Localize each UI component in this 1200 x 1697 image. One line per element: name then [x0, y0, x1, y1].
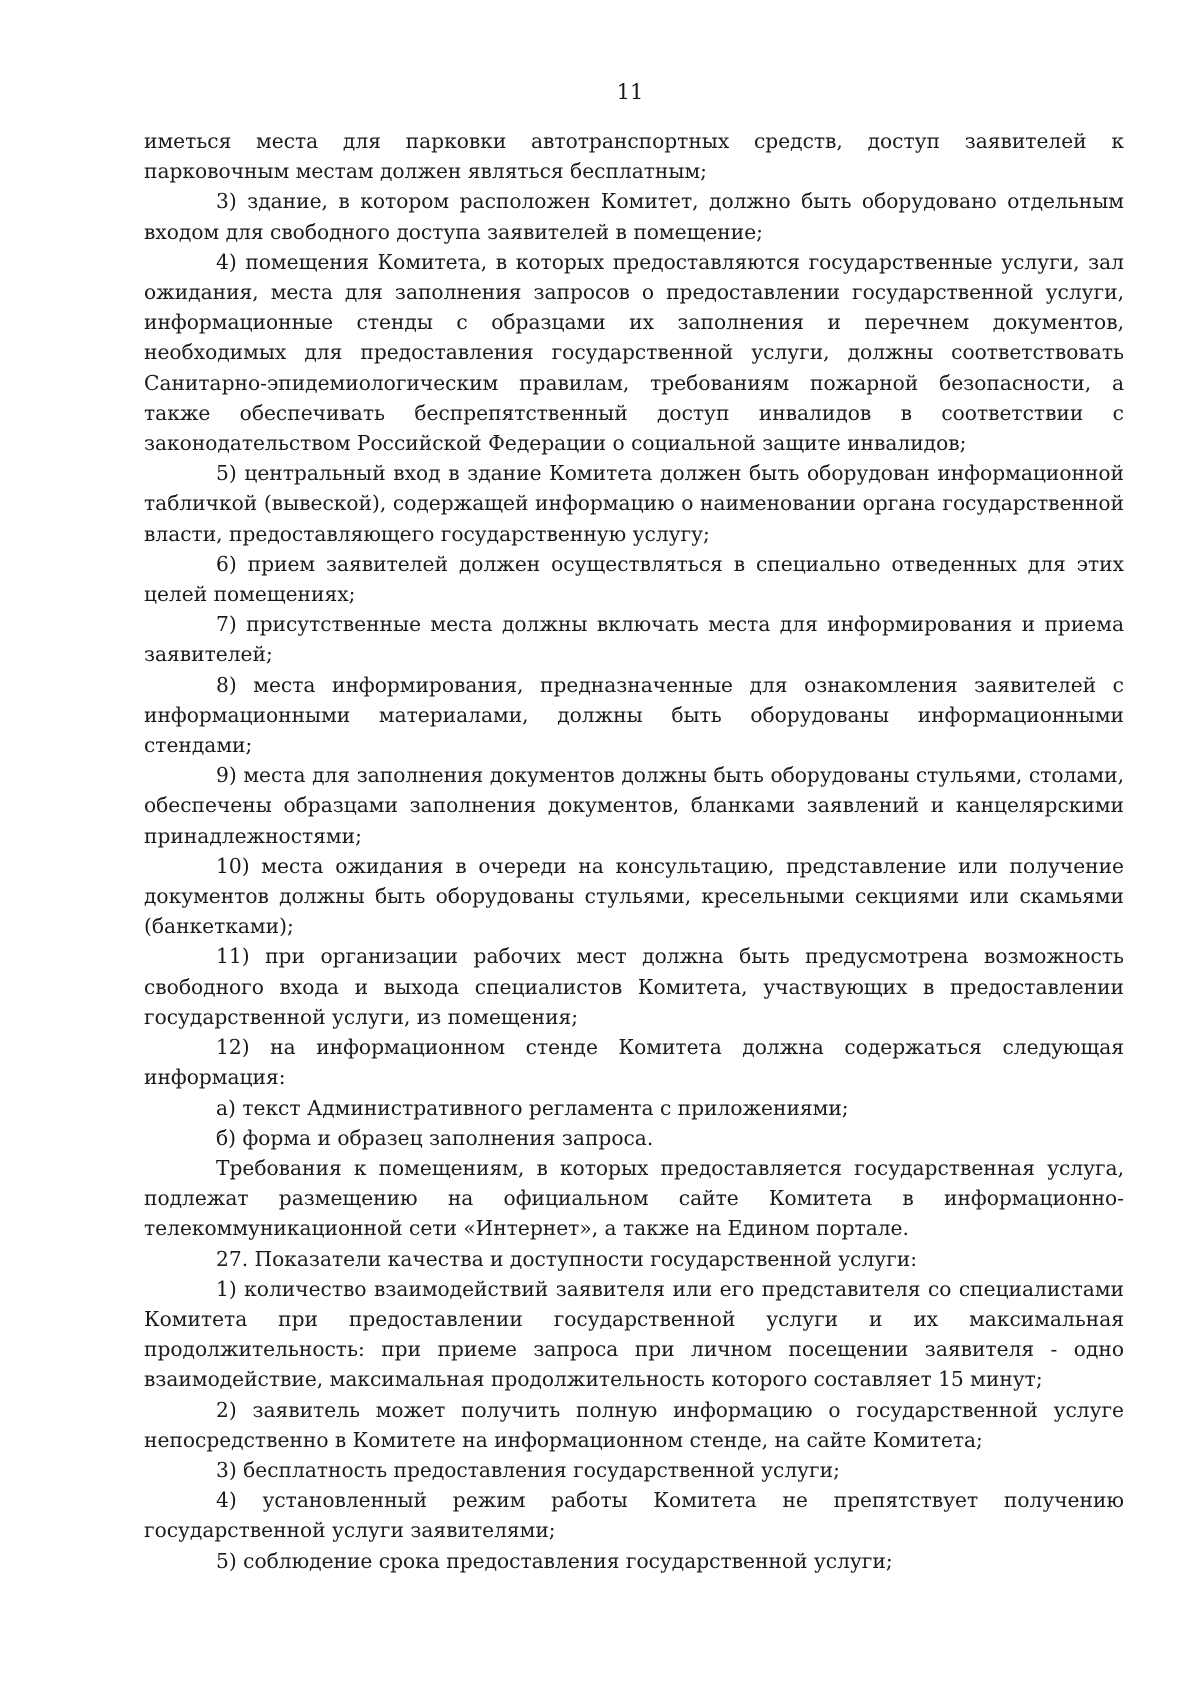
- paragraph-item-12-information-stand: 12) на информационном стенде Комитета должна содержаться следующая информация:: [144, 1035, 1124, 1090]
- paragraph-item-7-attendance-places: 7) присутственные места должны включать места для информирования и приема заявителей;: [144, 612, 1124, 667]
- paragraph-item-9-document-filling-places: 9) места для заполнения документов должны быть оборудованы стульями, столами, обеспечены образцами заполнения документов, бланками заявлений и канцелярскими принадлежностями;: [144, 763, 1124, 848]
- paragraph-item-6-reception-premises: 6) прием заявителей должен осуществляться в специально отведенных для этих целей помещениях;: [144, 551, 1124, 607]
- paragraph-subitem-a-regulation-text: а) текст Административного регламента с приложениями;: [216, 1095, 849, 1120]
- paragraph-indicator-4-working-hours: 4) установленный режим работы Комитета не препятствует получению государственной услуги заявителями;: [144, 1488, 1124, 1543]
- paragraph-indicator-2-full-information: 2) заявитель может получить полную информацию о государственной услуге непосредственно в Комитете на информационном стенде, на сайте Комитета;: [144, 1397, 1124, 1452]
- paragraph-parking-continuation: иметься места для парковки автотранспортных средств, доступ заявителей к парковочным местам должен являться бесплатным;: [144, 129, 1124, 184]
- paragraph-item-8-information-places: 8) места информирования, предназначенные для ознакомления заявителей с информационными материалами, должны быть оборудованы информационными стендами;: [144, 672, 1124, 758]
- paragraph-section-27-heading: 27. Показатели качества и доступности государственной услуги:: [216, 1246, 917, 1271]
- page-number: 11: [616, 80, 644, 104]
- paragraph-indicator-1-interactions: 1) количество взаимодействий заявителя или его представителя со специалистами Комитета при предоставлении государственной услуги и их максимальная продолжительность: при приеме запроса при личном посещении заявителя - одно взаимодействие, максимальная продолжительность которого составляет 15 минут;: [144, 1276, 1124, 1392]
- paragraph-item-3-building-entrance: 3) здание, в котором расположен Комитет, должно быть оборудовано отдельным входом для свободного доступа заявителей в помещение;: [144, 189, 1124, 244]
- paragraph-item-4-premises-requirements: 4) помещения Комитета, в которых предоставляются государственные услуги, зал ожидания, места для заполнения запросов о предоставлении государственной услуги, информационные стенды с образцами их заполнения и перечнем документов, необходимых для предоставления государственной услуги, должны соответствовать Санитарно-эпидемиологическим правилам, требованиям пожарной безопасности, а также обеспечивать беспрепятственный доступ инвалидов в соответствии с законодательством Российской Федерации о социальной защите инвалидов;: [144, 249, 1124, 456]
- paragraph-item-5-central-entrance-sign: 5) центральный вход в здание Комитета должен быть оборудован информационной табличкой (вывеской), содержащей информацию о наименовании органа государственной власти, предоставляющего государственную услугу;: [144, 461, 1124, 546]
- paragraph-indicator-3-free-of-charge: 3) бесплатность предоставления государственной услуги;: [216, 1457, 840, 1482]
- paragraph-subitem-b-request-form: б) форма и образец заполнения запроса.: [216, 1125, 654, 1150]
- paragraph-premises-publication: Требования к помещениям, в которых предоставляется государственная услуга, подлежат размещению на официальном сайте Комитета в информационно-телекоммуникационной сети «Интернет», а также на Едином портале.: [144, 1155, 1124, 1241]
- paragraph-indicator-5-deadline: 5) соблюдение срока предоставления государственной услуги;: [216, 1548, 893, 1573]
- document-body: [144, 126, 1124, 1576]
- paragraph-item-11-workplaces: 11) при организации рабочих мест должна быть предусмотрена возможность свободного входа и выхода специалистов Комитета, участвующих в предоставлении государственной услуги, из помещения;: [144, 944, 1124, 1029]
- paragraph-item-10-waiting-places: 10) места ожидания в очереди на консультацию, представление или получение документов должны быть оборудованы стульями, кресельными секциями или скамьями (банкетками);: [144, 853, 1124, 939]
